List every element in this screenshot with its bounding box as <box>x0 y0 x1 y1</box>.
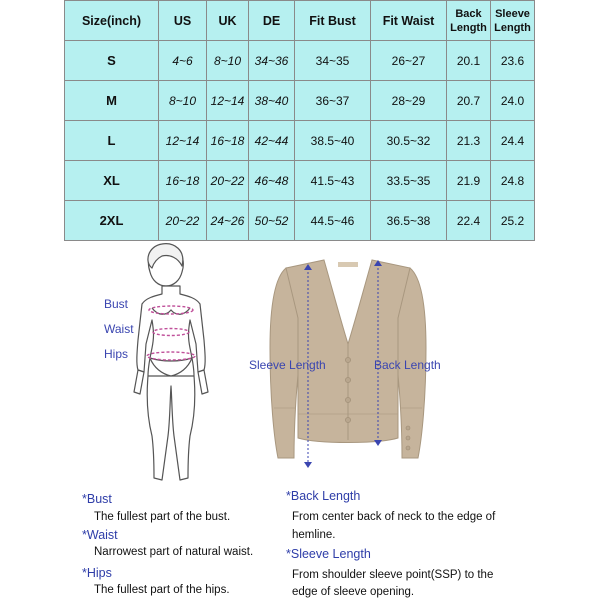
header-back-length-line1: Back <box>455 7 482 20</box>
legs-illustration <box>147 376 195 480</box>
table-header-row <box>65 1 535 41</box>
button-icon <box>345 397 350 402</box>
cell-bust: 41.5~43 <box>295 161 371 201</box>
sleeve-length-definition-text-line2: edge of sleeve opening. <box>292 586 415 598</box>
cell-waist: 33.5~35 <box>371 161 447 201</box>
cell-waist: 28~29 <box>371 81 447 121</box>
cell-bust: 36~37 <box>295 81 371 121</box>
header-back-length-line2: Length <box>450 21 487 34</box>
header-de: DE <box>249 1 295 41</box>
cell-us: 4~6 <box>159 41 207 81</box>
header-sleeve-length-line2: Length <box>494 21 531 34</box>
back-length-definition-text-line1: From center back of neck to the edge of <box>292 511 496 523</box>
table-row <box>65 81 535 121</box>
header-fit-bust: Fit Bust <box>295 1 371 41</box>
cell-back: 22.4 <box>447 201 491 241</box>
cell-sleeve: 23.6 <box>491 41 535 81</box>
cell-uk: 24~26 <box>207 201 249 241</box>
cell-bust: 44.5~46 <box>295 201 371 241</box>
cell-back: 20.1 <box>447 41 491 81</box>
bust-definition-title: *Bust <box>82 492 112 506</box>
cell-sleeve: 24.0 <box>491 81 535 121</box>
waist-label: Waist <box>104 322 134 336</box>
cell-de: 42~44 <box>249 121 295 161</box>
back-length-label: Back Length <box>374 358 441 372</box>
cell-waist: 30.5~32 <box>371 121 447 161</box>
hips-definition-text: The fullest part of the hips. <box>94 584 230 596</box>
cell-uk: 12~14 <box>207 81 249 121</box>
cell-de: 38~40 <box>249 81 295 121</box>
cell-waist: 26~27 <box>371 41 447 81</box>
arrow-head-icon <box>374 440 382 446</box>
cell-size: 2XL <box>65 201 159 241</box>
cell-us: 16~18 <box>159 161 207 201</box>
cell-back: 21.3 <box>447 121 491 161</box>
arrow-head-icon <box>304 462 312 468</box>
cell-sleeve: 25.2 <box>491 201 535 241</box>
body-measurement-figure <box>118 240 228 490</box>
waist-definition-title: *Waist <box>82 528 118 542</box>
header-fit-waist: Fit Waist <box>371 1 447 41</box>
table-row <box>65 161 535 201</box>
sleeve-button-icon <box>406 446 410 450</box>
header-sleeve-length-line1: Sleeve <box>495 7 530 20</box>
back-length-definition-title: *Back Length <box>286 489 361 503</box>
cell-us: 8~10 <box>159 81 207 121</box>
cell-size: M <box>65 81 159 121</box>
size-chart-table <box>64 0 535 241</box>
cell-size: XL <box>65 161 159 201</box>
sleeve-button-icon <box>406 426 410 430</box>
back-length-definition-text-line2: hemline. <box>292 529 336 541</box>
table-row <box>65 121 535 161</box>
cell-uk: 16~18 <box>207 121 249 161</box>
button-icon <box>345 357 350 362</box>
sleeve-length-label: Sleeve Length <box>249 358 326 372</box>
cell-sleeve: 24.4 <box>491 121 535 161</box>
cell-size: L <box>65 121 159 161</box>
header-size: Size(inch) <box>65 1 159 41</box>
header-sleeve-length <box>491 1 535 41</box>
header-us: US <box>159 1 207 41</box>
header-uk: UK <box>207 1 249 41</box>
button-icon <box>345 417 350 422</box>
hips-label: Hips <box>104 347 129 361</box>
cell-back: 21.9 <box>447 161 491 201</box>
neck-tag <box>338 262 358 267</box>
table-row <box>65 41 535 81</box>
bust-definition-text: The fullest part of the bust. <box>94 511 231 523</box>
cell-de: 50~52 <box>249 201 295 241</box>
hips-definition-title: *Hips <box>82 566 112 580</box>
cell-bust: 38.5~40 <box>295 121 371 161</box>
cell-us: 20~22 <box>159 201 207 241</box>
button-icon <box>345 377 350 382</box>
sleeve-length-definition-title: *Sleeve Length <box>286 547 371 561</box>
cell-sleeve: 24.8 <box>491 161 535 201</box>
sleeve-button-icon <box>406 436 410 440</box>
cell-uk: 20~22 <box>207 161 249 201</box>
cell-size: S <box>65 41 159 81</box>
cell-us: 12~14 <box>159 121 207 161</box>
cell-de: 34~36 <box>249 41 295 81</box>
cell-waist: 36.5~38 <box>371 201 447 241</box>
waist-definition-text: Narrowest part of natural waist. <box>94 546 254 558</box>
bust-label: Bust <box>104 297 129 311</box>
cell-back: 20.7 <box>447 81 491 121</box>
cell-bust: 34~35 <box>295 41 371 81</box>
cell-uk: 8~10 <box>207 41 249 81</box>
cell-de: 46~48 <box>249 161 295 201</box>
sleeve-length-definition-text-line1: From shoulder sleeve point(SSP) to the <box>292 569 494 581</box>
header-back-length <box>447 1 491 41</box>
table-row <box>65 201 535 241</box>
